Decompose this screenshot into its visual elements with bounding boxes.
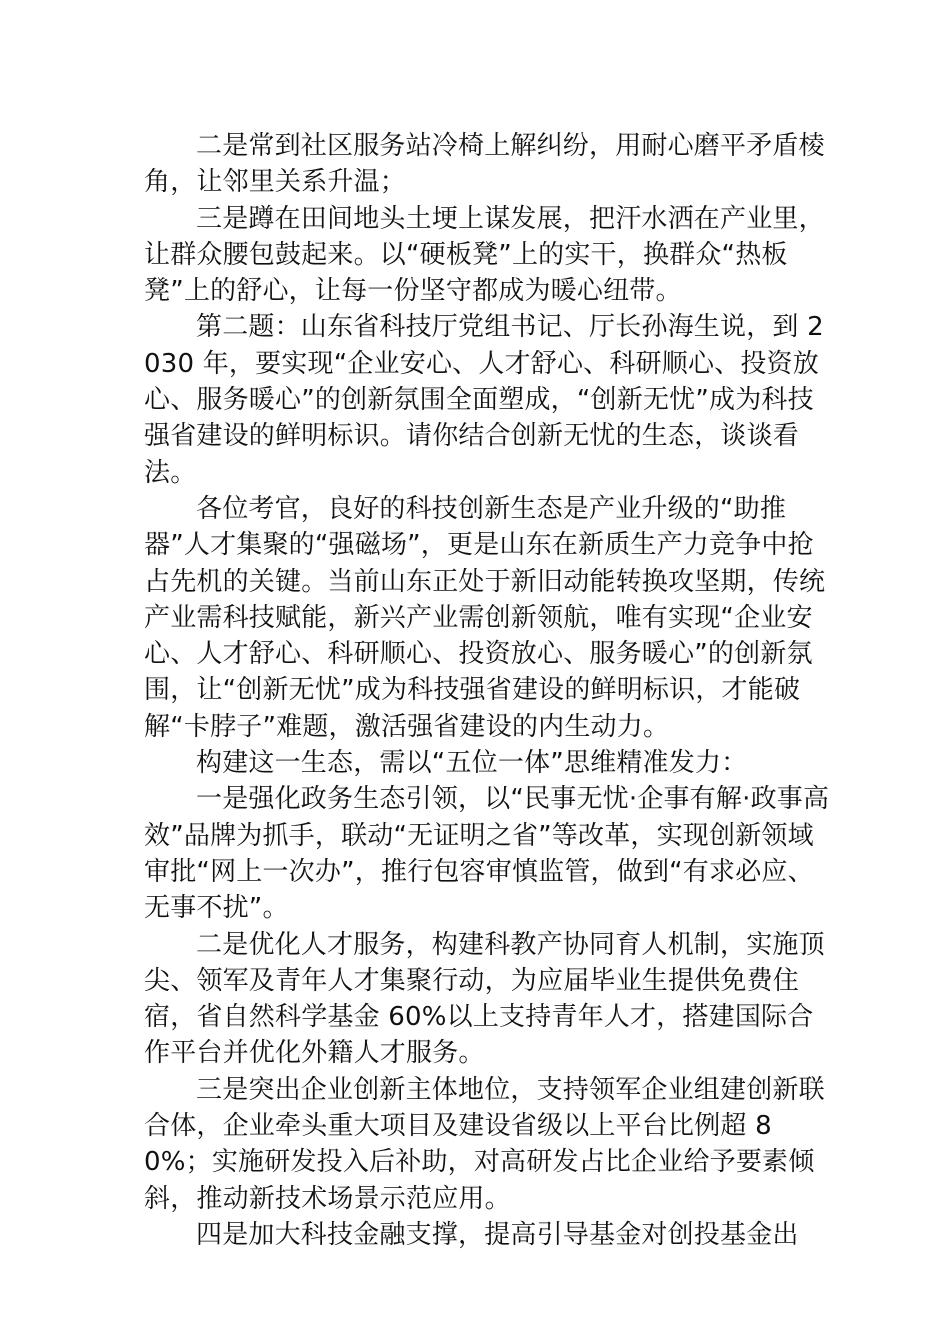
paragraph-point-one: 一是强化政务生态引领，以“民事无忧·企事有解·政事高效”品牌为抓手，联动“无证明之省”等改革，实现创新领域审批“网上一次办”，推行包容审慎监管，做到“有求必应、无事不扰”。 bbox=[144, 784, 830, 924]
paragraph-opening-answer: 各位考官，良好的科技创新生态是产业升级的“助推器”人才集聚的“强磁场”，更是山东在新质生产力竞争中抢占先机的关键。当前山东正处于新旧动能转换攻坚期，传统产业需科技赋能，新兴产业需创新领航，唯有实现“企业安心、人才舒心、科研顺心、投资放心、服务暖心”的创新氛围，让“创新无忧”成为科技强省建设的鲜明标识，才能破解“卡脖子”难题，激活强省建设的内生动力。 bbox=[144, 493, 826, 742]
paragraph-field-development: 三是蹲在田间地头土埂上谋发展，把汗水洒在产业里，让群众腰包鼓起来。以“硬板凳”上的实干，换群众“热板凳”上的舒心，让每一份坚守都成为暖心纽带。 bbox=[144, 203, 825, 307]
paragraph-community-service: 二是常到社区服务站冷椅上解纠纷，用耐心磨平矛盾棱角，让邻里关系升温； bbox=[144, 131, 825, 198]
paragraph-five-in-one: 构建这一生态，需以“五位一体”思维精准发力： bbox=[196, 748, 748, 779]
paragraph-point-three: 三是突出企业创新主体地位，支持领军企业组建创新联合体，企业牵头重大项目及建设省级以上平台比例超 80%；实施研发投入后补助，对高研发占比企业给予要素倾斜，推动新技术场景示范应用。 bbox=[144, 1074, 825, 1214]
paragraph-point-two: 二是优化人才服务，构建科教产协同育人机制，实施顶尖、领军及青年人才集聚行动，为应届毕业生提供免费住宿，省自然科学基金 60%以上支持青年人才，搭建国际合作平台并优化外籍人才服务。 bbox=[144, 929, 825, 1069]
paragraph-point-four: 四是加大科技金融支撑，提高引导基金对创投基金出 bbox=[196, 1219, 799, 1250]
paragraph-question-two: 第二题：山东省科技厅党组书记、厅长孙海生说，到 2030 年，要实现“企业安心、人才舒心、科研顺心、投资放心、服务暖心”的创新氛围全面塑成，“创新无忧”成为科技强省建设的鲜明标识。请你结合创新无忧的生态，谈谈看法。 bbox=[144, 312, 824, 488]
